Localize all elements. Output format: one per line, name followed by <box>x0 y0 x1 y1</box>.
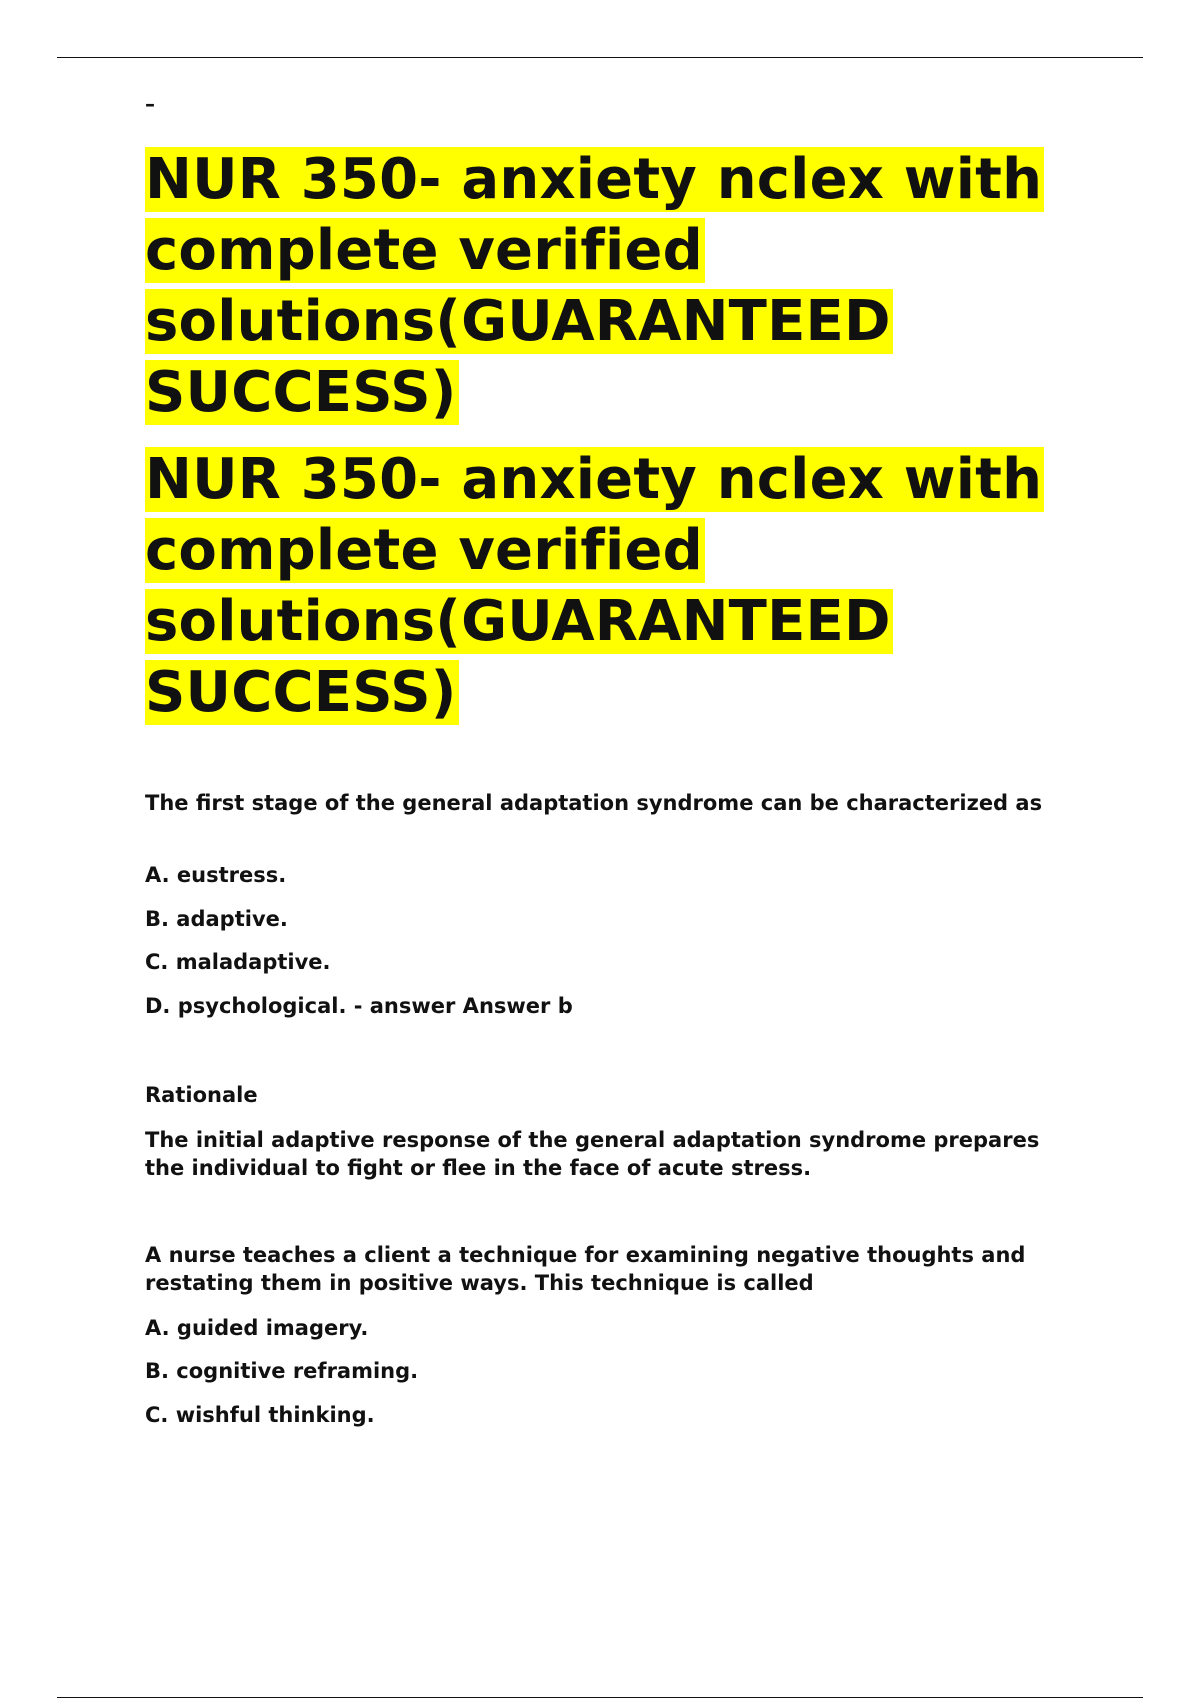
rationale-heading: Rationale <box>145 1083 258 1107</box>
question-2-option-c: C. wishful thinking. <box>145 1403 375 1427</box>
leading-mark: – <box>145 92 155 116</box>
question-1-option-d: D. psychological. - answer Answer b <box>145 994 573 1018</box>
document-title <box>145 144 1065 428</box>
question-1-option-b: B. adaptive. <box>145 907 288 931</box>
document-title-repeat <box>145 444 1065 728</box>
question-1-option-a: A. eustress. <box>145 863 287 887</box>
question-2-stem: A nurse teaches a client a technique for examining negative thoughts and restating them in positive ways. This technique is called <box>145 1243 1026 1295</box>
footer-rule <box>57 1697 1143 1698</box>
question-1-option-c: C. maladaptive. <box>145 950 331 974</box>
document-title-text: NUR 350- anxiety nclex with complete verified solutions(GUARANTEED SUCCESS) <box>145 147 1043 425</box>
question-2-option-a: A. guided imagery. <box>145 1316 369 1340</box>
rationale-text: The initial adaptive response of the general adaptation syndrome prepares the individual to fight or flee in the face of acute stress. <box>145 1128 1040 1180</box>
document-title-repeat-text: NUR 350- anxiety nclex with complete verified solutions(GUARANTEED SUCCESS) <box>145 447 1043 725</box>
question-2-option-b: B. cognitive reframing. <box>145 1359 419 1383</box>
header-rule <box>57 57 1143 58</box>
question-1-stem: The first stage of the general adaptation syndrome can be characterized as <box>145 791 1043 815</box>
